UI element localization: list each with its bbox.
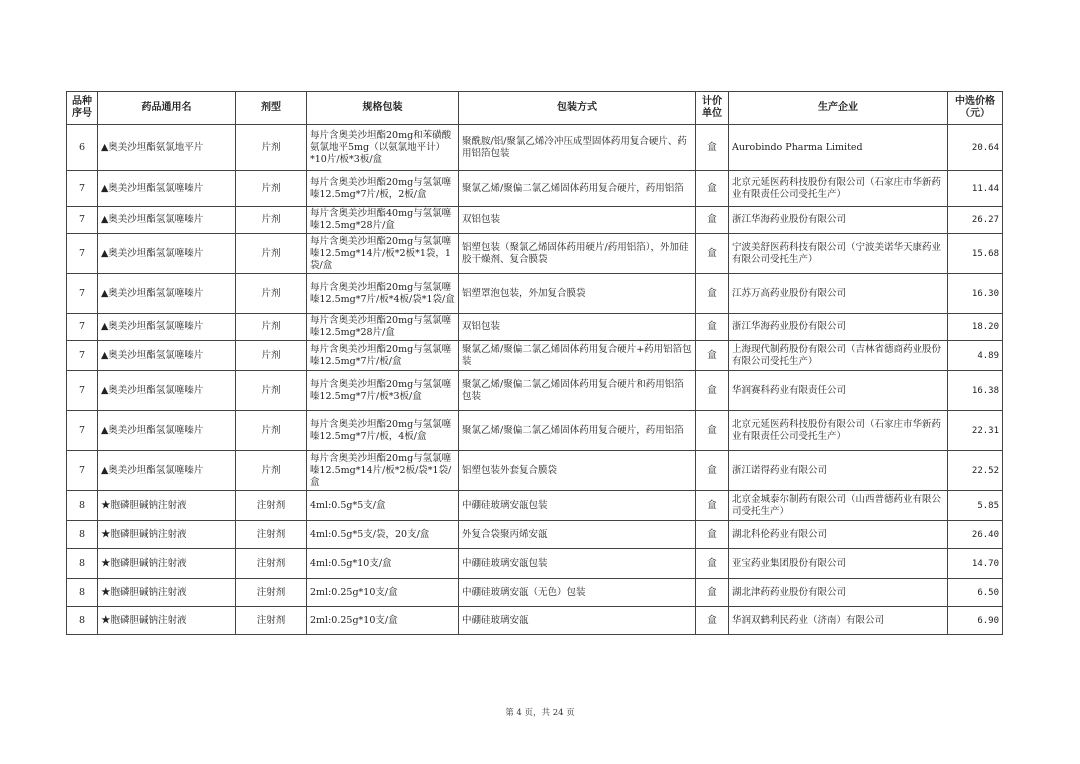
table-row [67,341,1003,371]
cell-drug-name: ▲奥美沙坦酯氢氯噻嗪片 [98,171,236,207]
table-row [67,171,1003,207]
cell-manufacturer: 北京元延医药科技股份有限公司（石家庄市华新药业有限责任公司受托生产） [729,171,948,207]
cell-dosage-form: 注射剂 [236,549,307,579]
header-spec-package: 规格包装 [307,92,459,125]
cell-drug-name: ★胞磷胆碱钠注射液 [98,521,236,549]
cell-dosage-form: 注射剂 [236,491,307,521]
cell-drug-name: ▲奥美沙坦酯氢氯噻嗪片 [98,314,236,341]
cell-variety-no: 7 [67,314,98,341]
cell-variety-no: 8 [67,607,98,635]
header-dosage-form: 剂型 [236,92,307,125]
cell-manufacturer: 浙江华海药业股份有限公司 [729,207,948,234]
cell-dosage-form: 片剂 [236,411,307,451]
cell-price-unit: 盒 [696,274,729,314]
cell-spec-package: 每片含奥美沙坦酯20mg与氢氯噻嗪12.5mg*28片/盒 [307,314,459,341]
cell-spec-package: 2ml:0.25g*10支/盒 [307,579,459,607]
cell-winning-price: 6.90 [948,607,1003,635]
cell-spec-package: 每片含奥美沙坦酯40mg与氢氯噻嗪12.5mg*28片/盒 [307,207,459,234]
cell-winning-price: 16.38 [948,371,1003,411]
cell-dosage-form: 注射剂 [236,607,307,635]
table-row [67,207,1003,234]
cell-price-unit: 盒 [696,207,729,234]
cell-dosage-form: 片剂 [236,207,307,234]
cell-package-method: 聚氯乙烯/聚偏二氯乙烯固体药用复合硬片+药用铝箔包装 [459,341,696,371]
cell-drug-name: ▲奥美沙坦酯氢氯噻嗪片 [98,234,236,274]
cell-drug-name: ▲奥美沙坦酯氢氯噻嗪片 [98,371,236,411]
table-row [67,125,1003,171]
cell-dosage-form: 片剂 [236,451,307,491]
cell-spec-package: 2ml:0.25g*10支/盒 [307,607,459,635]
table-row [67,234,1003,274]
header-drug-name: 药品通用名 [98,92,236,125]
cell-package-method: 双铝包装 [459,207,696,234]
cell-drug-name: ★胞磷胆碱钠注射液 [98,549,236,579]
cell-price-unit: 盒 [696,579,729,607]
cell-manufacturer: 北京元延医药科技股份有限公司（石家庄市华新药业有限责任公司受托生产） [729,411,948,451]
cell-winning-price: 11.44 [948,171,1003,207]
cell-package-method: 中硼硅玻璃安瓿包装 [459,549,696,579]
cell-spec-package: 每片含奥美沙坦酯20mg和苯磺酸氨氯地平5mg（以氨氯地平计）*10片/板*3板/盒 [307,125,459,171]
cell-variety-no: 7 [67,411,98,451]
cell-winning-price: 22.52 [948,451,1003,491]
cell-spec-package: 每片含奥美沙坦酯20mg与氢氯噻嗪12.5mg*14片/板*2板/袋*1袋/盒 [307,451,459,491]
cell-package-method: 铝塑包装外套复合膜袋 [459,451,696,491]
cell-spec-package: 4ml:0.5g*10支/盒 [307,549,459,579]
cell-variety-no: 8 [67,549,98,579]
cell-winning-price: 15.68 [948,234,1003,274]
cell-variety-no: 7 [67,234,98,274]
cell-winning-price: 6.50 [948,579,1003,607]
table-row [67,274,1003,314]
cell-variety-no: 7 [67,451,98,491]
cell-package-method: 中硼硅玻璃安瓿 [459,607,696,635]
cell-drug-name: ★胞磷胆碱钠注射液 [98,491,236,521]
table-header-row [67,92,1003,125]
drug-price-table [66,91,1003,635]
cell-manufacturer: 北京金城泰尔制药有限公司（山西普德药业有限公司受托生产） [729,491,948,521]
cell-price-unit: 盒 [696,171,729,207]
cell-dosage-form: 片剂 [236,371,307,411]
cell-package-method: 外复合袋聚丙烯安瓿 [459,521,696,549]
cell-dosage-form: 片剂 [236,341,307,371]
cell-price-unit: 盒 [696,341,729,371]
cell-variety-no: 8 [67,521,98,549]
cell-dosage-form: 片剂 [236,314,307,341]
cell-price-unit: 盒 [696,371,729,411]
cell-price-unit: 盒 [696,607,729,635]
cell-package-method: 聚酰胺/铝/聚氯乙烯冷冲压成型固体药用复合硬片、药用铝箔包装 [459,125,696,171]
cell-manufacturer: 江苏万高药业股份有限公司 [729,274,948,314]
cell-package-method: 双铝包装 [459,314,696,341]
header-manufacturer: 生产企业 [729,92,948,125]
cell-winning-price: 22.31 [948,411,1003,451]
cell-variety-no: 7 [67,274,98,314]
table-row [67,411,1003,451]
cell-drug-name: ▲奥美沙坦酯氢氯噻嗪片 [98,341,236,371]
table-row [67,549,1003,579]
cell-price-unit: 盒 [696,125,729,171]
cell-manufacturer: 华润赛科药业有限责任公司 [729,371,948,411]
cell-price-unit: 盒 [696,451,729,491]
cell-manufacturer: 上海现代制药股份有限公司（吉林省德商药业股份有限公司受托生产） [729,341,948,371]
table-row [67,579,1003,607]
cell-winning-price: 14.70 [948,549,1003,579]
cell-drug-name: ▲奥美沙坦酯氢氯噻嗪片 [98,451,236,491]
cell-dosage-form: 片剂 [236,171,307,207]
cell-drug-name: ▲奥美沙坦酯氢氯噻嗪片 [98,207,236,234]
table-row [67,451,1003,491]
table-row [67,491,1003,521]
cell-spec-package: 每片含奥美沙坦酯20mg与氢氯噻嗪12.5mg*7片/板/盒 [307,341,459,371]
cell-package-method: 铝塑包装（聚氯乙烯固体药用硬片/药用铝箔），外加硅胶干燥剂、复合膜袋 [459,234,696,274]
cell-dosage-form: 注射剂 [236,579,307,607]
cell-dosage-form: 注射剂 [236,521,307,549]
cell-winning-price: 16.30 [948,274,1003,314]
cell-spec-package: 4ml:0.5g*5支/袋，20支/盒 [307,521,459,549]
cell-price-unit: 盒 [696,521,729,549]
cell-manufacturer: 浙江诺得药业有限公司 [729,451,948,491]
page-footer: 第 4 页，共 24 页 [505,708,575,718]
cell-spec-package: 每片含奥美沙坦酯20mg与氢氯噻嗪12.5mg*7片/板，4板/盒 [307,411,459,451]
cell-dosage-form: 片剂 [236,234,307,274]
cell-manufacturer: 亚宝药业集团股份有限公司 [729,549,948,579]
cell-manufacturer: 浙江华海药业股份有限公司 [729,314,948,341]
table-row [67,371,1003,411]
cell-dosage-form: 片剂 [236,274,307,314]
cell-drug-name: ▲奥美沙坦酯氢氯噻嗪片 [98,274,236,314]
header-package-method: 包装方式 [459,92,696,125]
cell-spec-package: 每片含奥美沙坦酯20mg与氢氯噻嗪12.5mg*7片/板*4板/袋*1袋/盒 [307,274,459,314]
cell-spec-package: 每片含奥美沙坦酯20mg与氢氯噻嗪12.5mg*14片/板*2板*1袋，1袋/盒 [307,234,459,274]
header-price-unit: 计价单位 [696,92,729,125]
cell-variety-no: 6 [67,125,98,171]
cell-manufacturer: 华润双鹤利民药业（济南）有限公司 [729,607,948,635]
cell-dosage-form: 片剂 [236,125,307,171]
cell-variety-no: 7 [67,371,98,411]
cell-winning-price: 18.20 [948,314,1003,341]
cell-variety-no: 7 [67,171,98,207]
cell-drug-name: ★胞磷胆碱钠注射液 [98,579,236,607]
cell-price-unit: 盒 [696,411,729,451]
cell-package-method: 铝塑罩泡包装，外加复合膜袋 [459,274,696,314]
cell-package-method: 中硼硅玻璃安瓿包装 [459,491,696,521]
cell-manufacturer: 湖北津药药业股份有限公司 [729,579,948,607]
cell-variety-no: 8 [67,491,98,521]
cell-winning-price: 5.85 [948,491,1003,521]
table-row [67,521,1003,549]
cell-variety-no: 7 [67,341,98,371]
cell-drug-name: ▲奥美沙坦酯氨氯地平片 [98,125,236,171]
cell-variety-no: 7 [67,207,98,234]
cell-variety-no: 8 [67,579,98,607]
cell-manufacturer: 宁波美舒医药科技有限公司（宁波美诺华天康药业有限公司受托生产） [729,234,948,274]
cell-winning-price: 26.40 [948,521,1003,549]
cell-drug-name: ★胞磷胆碱钠注射液 [98,607,236,635]
cell-winning-price: 4.89 [948,341,1003,371]
cell-drug-name: ▲奥美沙坦酯氢氯噻嗪片 [98,411,236,451]
cell-manufacturer: 湖北科伦药业有限公司 [729,521,948,549]
cell-package-method: 聚氯乙烯/聚偏二氯乙烯固体药用复合硬片，药用铝箔 [459,171,696,207]
header-variety-no: 品种序号 [67,92,98,125]
table-row [67,314,1003,341]
cell-winning-price: 26.27 [948,207,1003,234]
cell-spec-package: 4ml:0.5g*5支/盒 [307,491,459,521]
cell-package-method: 中硼硅玻璃安瓿（无色）包装 [459,579,696,607]
header-winning-price: 中选价格（元） [948,92,1003,125]
cell-price-unit: 盒 [696,491,729,521]
cell-package-method: 聚氯乙烯/聚偏二氯乙烯固体药用复合硬片，药用铝箔 [459,411,696,451]
cell-price-unit: 盒 [696,234,729,274]
cell-package-method: 聚氯乙烯/聚偏二氯乙烯固体药用复合硬片和药用铝箔包装 [459,371,696,411]
cell-price-unit: 盒 [696,549,729,579]
cell-price-unit: 盒 [696,314,729,341]
cell-spec-package: 每片含奥美沙坦酯20mg与氢氯噻嗪12.5mg*7片/板*3板/盒 [307,371,459,411]
cell-spec-package: 每片含奥美沙坦酯20mg与氢氯噻嗪12.5mg*7片/板，2板/盒 [307,171,459,207]
table-row [67,607,1003,635]
cell-winning-price: 20.64 [948,125,1003,171]
cell-manufacturer: Aurobindo Pharma Limited [729,125,948,171]
